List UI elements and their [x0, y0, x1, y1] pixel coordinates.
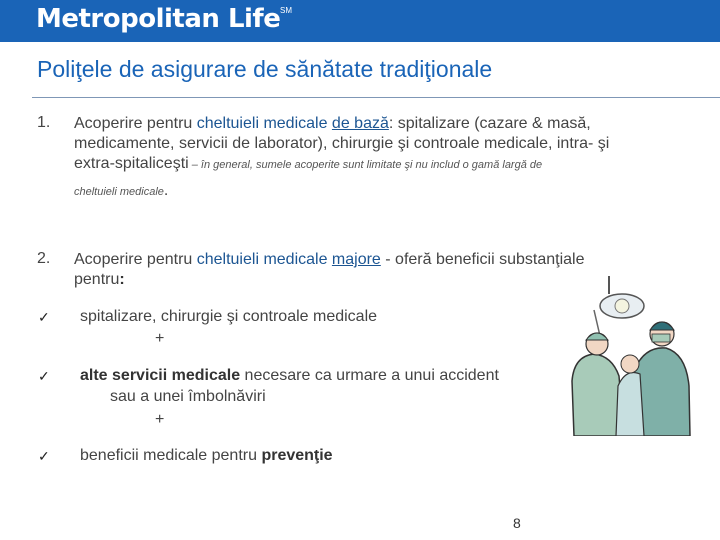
plus-sign: + [155, 411, 165, 428]
surgeons-illustration [564, 276, 694, 436]
check-icon: ✓ [38, 368, 50, 384]
bullet-3-text: beneficii medicale pentru prevenţie [80, 447, 333, 464]
title-divider [32, 97, 720, 98]
service-mark: SM [280, 6, 292, 15]
metlife-logo: Metropolitan Life [36, 4, 281, 34]
header-bar [0, 0, 720, 42]
slide-title: Poliţele de asigurare de sănătate tradiţionale [37, 56, 493, 82]
page-number: 8 [513, 515, 521, 531]
check-icon: ✓ [38, 448, 50, 464]
item-1-text: Acoperire pentru cheltuieli medicale de bază: spitalizare (cazare & masă, medicamente, servicii de laborator), chirurgie şi controale medicale, intra- şi extra-spitaliceşti – în general, sumele acoperite sunt limitate şi nu includ o gamă largă de cheltuieli medicale. [74, 115, 610, 199]
bullet-2-line2: sau a unei îmbolnăviri [110, 388, 266, 405]
item-2-text: Acoperire pentru cheltuieli medicale majore - oferă beneficii substanţiale pentru: [74, 251, 585, 288]
plus-sign: + [155, 330, 165, 347]
bullet-2-text: alte servicii medicale necesare ca urmare a unui accident [80, 367, 499, 384]
item-2-number: 2. [37, 250, 51, 267]
bullet-1-text: spitalizare, chirurgie şi controale medicale [80, 308, 378, 325]
check-icon: ✓ [38, 309, 50, 325]
item-1-number: 1. [37, 114, 51, 131]
